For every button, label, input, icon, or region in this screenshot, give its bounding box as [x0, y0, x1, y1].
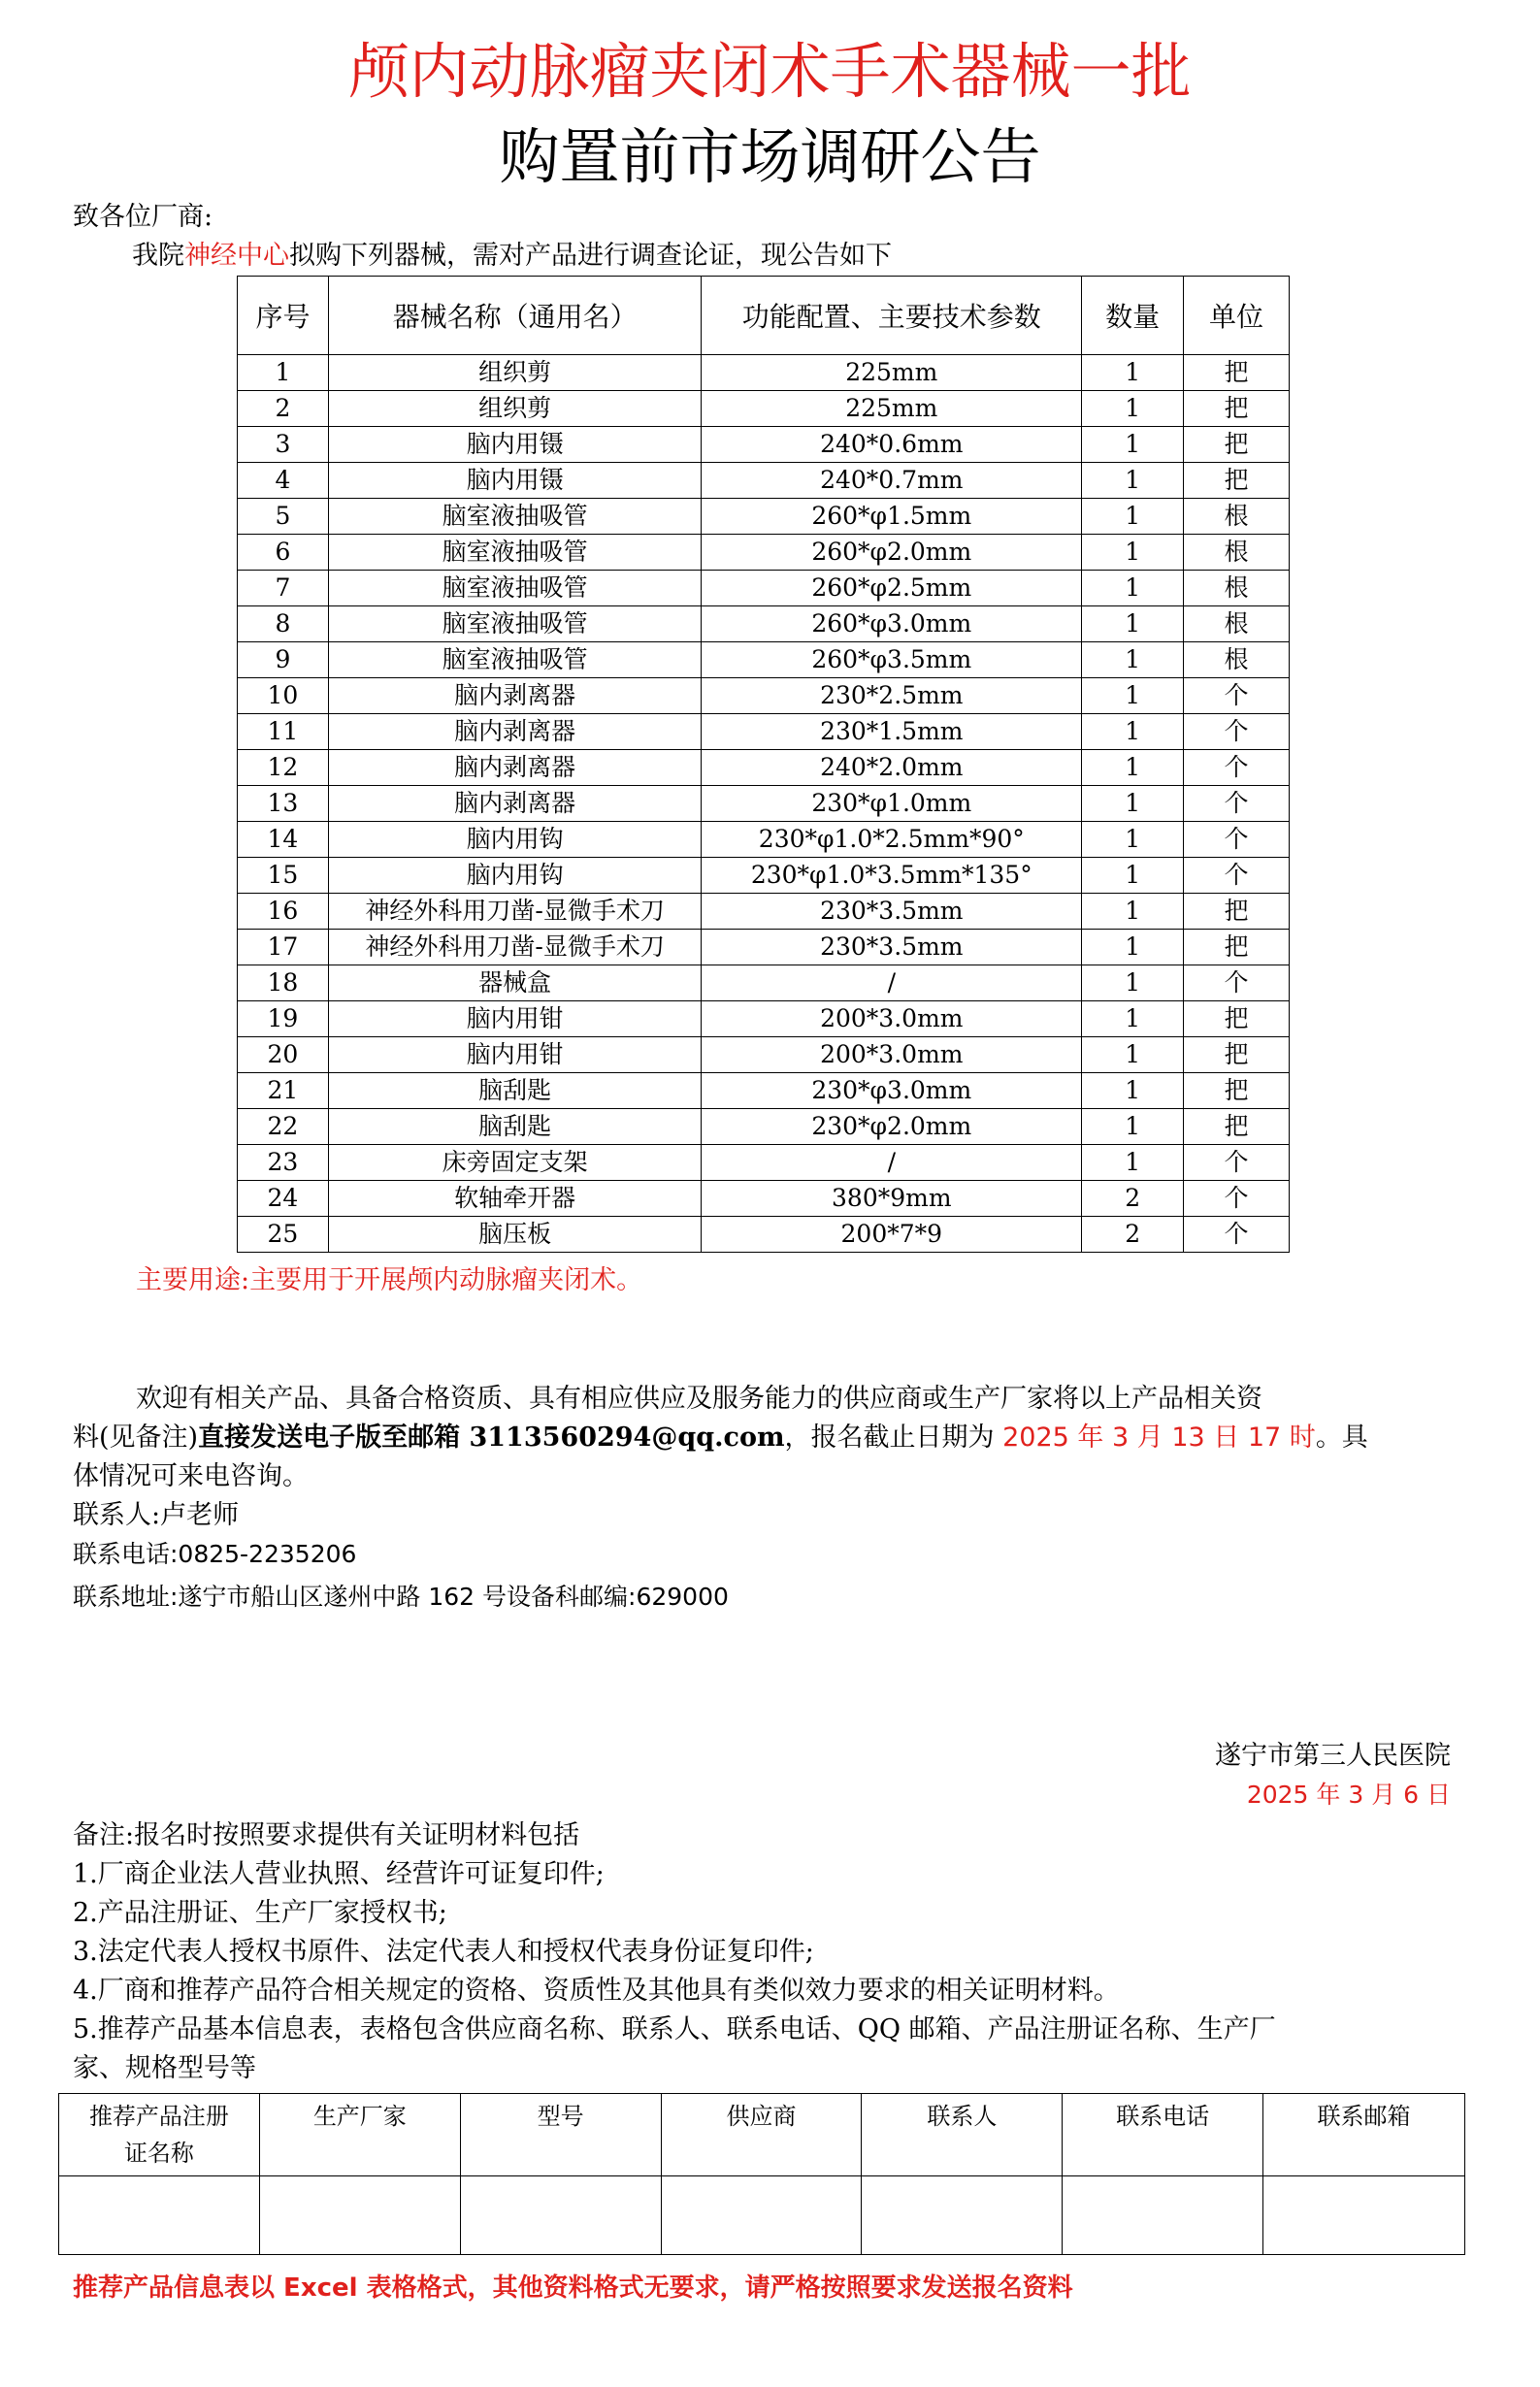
items-header-row	[238, 277, 1290, 355]
table-cell: 神经外科用刀凿-显微手术刀	[328, 930, 701, 965]
table-cell: 21	[238, 1073, 329, 1109]
table-cell: 根	[1184, 642, 1290, 678]
intro-dept: 神经中心	[184, 241, 289, 271]
table-cell: 脑压板	[328, 1217, 701, 1253]
table-cell: 组织剪	[328, 355, 701, 391]
table-row	[238, 427, 1290, 463]
table-cell: 个	[1184, 714, 1290, 750]
table-cell: 225mm	[702, 391, 1082, 427]
table-cell: 根	[1184, 535, 1290, 571]
table-cell: 260*φ2.5mm	[702, 571, 1082, 606]
table-cell: 14	[238, 822, 329, 858]
table-row	[238, 714, 1290, 750]
table-cell: 1	[1082, 1037, 1184, 1073]
table-cell: 脑内用镊	[328, 427, 701, 463]
table-cell: 脑内剥离器	[328, 750, 701, 786]
table-row	[238, 463, 1290, 499]
table-row	[238, 355, 1290, 391]
table-cell: 260*φ3.0mm	[702, 606, 1082, 642]
table-cell: 11	[238, 714, 329, 750]
items-header-cell: 序号	[238, 277, 329, 355]
salutation: 致各位厂商:	[73, 202, 213, 232]
intro-text	[132, 237, 892, 276]
table-cell: 15	[238, 858, 329, 894]
table-row	[238, 1073, 1290, 1109]
title-line1: 颅内动脉瘤夹闭术手术器械一批	[348, 36, 1192, 107]
table-cell: 1	[1082, 606, 1184, 642]
table-row	[238, 391, 1290, 427]
table-cell: 1	[1082, 714, 1184, 750]
table-row	[238, 894, 1290, 930]
table-cell: 把	[1184, 1109, 1290, 1145]
signature-date: 2025 年 3 月 6 日	[1246, 1781, 1451, 1809]
table-cell: 16	[238, 894, 329, 930]
form-empty-row	[59, 2176, 1465, 2255]
table-cell: 脑室液抽吸管	[328, 571, 701, 606]
table-cell: 1	[1082, 786, 1184, 822]
contact-phone: 联系电话:0825-2235206	[73, 1540, 357, 1568]
table-cell: 25	[238, 1217, 329, 1253]
table-cell: 1	[1082, 391, 1184, 427]
table-cell: 230*1.5mm	[702, 714, 1082, 750]
table-cell: 4	[238, 463, 329, 499]
table-cell: 脑内用钩	[328, 858, 701, 894]
table-row	[238, 1217, 1290, 1253]
table-cell: 组织剪	[328, 391, 701, 427]
intro-post: 拟购下列器械，需对产品进行调查论证，现公告如下	[289, 241, 892, 271]
table-cell: 脑内剥离器	[328, 678, 701, 714]
table-cell: 1	[1082, 642, 1184, 678]
product-info-form-table	[58, 2093, 1465, 2255]
table-cell: 260*φ3.5mm	[702, 642, 1082, 678]
table-cell: 床旁固定支架	[328, 1145, 701, 1181]
notes-item-2: 2.产品注册证、生产厂家授权书;	[73, 1898, 447, 1928]
table-cell: 把	[1184, 1001, 1290, 1037]
notes-heading: 备注:报名时按照要求提供有关证明材料包括	[73, 1820, 580, 1850]
table-row	[238, 1181, 1290, 1217]
welcome-line2	[73, 1419, 1368, 1457]
table-cell: 240*0.7mm	[702, 463, 1082, 499]
table-cell: 根	[1184, 606, 1290, 642]
items-body	[238, 355, 1290, 1253]
table-cell: 脑刮匙	[328, 1109, 701, 1145]
table-cell: 10	[238, 678, 329, 714]
table-cell: 2	[1082, 1217, 1184, 1253]
table-cell: 脑内用钩	[328, 822, 701, 858]
deadline: 2025 年 3 月 13 日 17 时	[1002, 1422, 1316, 1453]
table-cell: 1	[1082, 427, 1184, 463]
table-cell: 脑室液抽吸管	[328, 535, 701, 571]
welcome-line2-pre: 料(见备注)	[73, 1422, 199, 1453]
table-cell: 200*3.0mm	[702, 1001, 1082, 1037]
table-row	[238, 930, 1290, 965]
table-cell: 脑内用镊	[328, 463, 701, 499]
items-header-cell: 功能配置、主要技术参数	[702, 277, 1082, 355]
table-cell: 2	[238, 391, 329, 427]
table-cell: 个	[1184, 1217, 1290, 1253]
form-cell[interactable]	[862, 2176, 1063, 2255]
table-row	[238, 571, 1290, 606]
table-row	[238, 499, 1290, 535]
table-cell: 1	[1082, 1109, 1184, 1145]
table-cell: 把	[1184, 930, 1290, 965]
table-row	[238, 642, 1290, 678]
table-cell: 23	[238, 1145, 329, 1181]
table-row	[238, 786, 1290, 822]
table-cell: 200*7*9	[702, 1217, 1082, 1253]
table-cell: 225mm	[702, 355, 1082, 391]
table-cell: 22	[238, 1109, 329, 1145]
table-cell: 230*φ1.0*2.5mm*90°	[702, 822, 1082, 858]
notes-item-4: 4.厂商和推荐产品符合相关规定的资格、资质性及其他具有类似效力要求的相关证明材料。	[73, 1976, 1120, 2006]
table-cell: 脑室液抽吸管	[328, 642, 701, 678]
table-cell: 20	[238, 1037, 329, 1073]
table-cell: 9	[238, 642, 329, 678]
notes-item-1: 1.厂商企业法人营业执照、经营许可证复印件;	[73, 1859, 605, 1889]
table-cell: 19	[238, 1001, 329, 1037]
table-cell: 13	[238, 786, 329, 822]
table-cell: 个	[1184, 965, 1290, 1001]
items-header-cell: 器械名称（通用名）	[328, 277, 701, 355]
table-row	[238, 678, 1290, 714]
table-cell: 根	[1184, 499, 1290, 535]
notes-item-5: 5.推荐产品基本信息表，表格包含供应商名称、联系人、联系电话、QQ 邮箱、产品注册证名称、生产厂	[73, 2014, 1276, 2044]
table-cell: 7	[238, 571, 329, 606]
table-row	[238, 1037, 1290, 1073]
table-cell: 12	[238, 750, 329, 786]
table-cell: 1	[1082, 965, 1184, 1001]
table-cell: 个	[1184, 858, 1290, 894]
table-cell: /	[702, 965, 1082, 1001]
items-header-cell: 单位	[1184, 277, 1290, 355]
table-cell: 1	[238, 355, 329, 391]
table-cell: 个	[1184, 750, 1290, 786]
welcome-line3: 体情况可来电咨询。	[73, 1461, 309, 1491]
table-cell: 230*φ2.0mm	[702, 1109, 1082, 1145]
table-cell: 380*9mm	[702, 1181, 1082, 1217]
table-cell: 230*3.5mm	[702, 930, 1082, 965]
table-cell: 260*φ2.0mm	[702, 535, 1082, 571]
main-use: 主要用途:主要用于开展颅内动脉瘤夹闭术。	[136, 1265, 643, 1295]
table-cell: 230*3.5mm	[702, 894, 1082, 930]
contact-person: 联系人:卢老师	[73, 1500, 240, 1530]
signature-org: 遂宁市第三人民医院	[1215, 1741, 1451, 1771]
form-header-cell: 联系电话	[1063, 2094, 1263, 2176]
items-header-cell: 数量	[1082, 277, 1184, 355]
intro-pre: 我院	[132, 241, 184, 271]
table-cell: 个	[1184, 822, 1290, 858]
table-cell: 1	[1082, 822, 1184, 858]
table-row	[238, 965, 1290, 1001]
table-cell: 脑内剥离器	[328, 714, 701, 750]
table-cell: 1	[1082, 1145, 1184, 1181]
welcome-line2-post: 。具	[1315, 1422, 1368, 1453]
table-cell: 240*0.6mm	[702, 427, 1082, 463]
table-cell: 把	[1184, 1037, 1290, 1073]
table-cell: 脑内用钳	[328, 1037, 701, 1073]
contact-address: 联系地址:遂宁市船山区遂州中路 162 号设备科邮编:629000	[73, 1583, 729, 1611]
form-header-cell: 联系邮箱	[1263, 2094, 1465, 2176]
table-cell: 把	[1184, 427, 1290, 463]
form-header-cell: 型号	[460, 2094, 661, 2176]
table-cell: 1	[1082, 1001, 1184, 1037]
table-cell: 个	[1184, 678, 1290, 714]
table-cell: 把	[1184, 391, 1290, 427]
form-cell[interactable]	[1263, 2176, 1465, 2255]
table-cell: 230*2.5mm	[702, 678, 1082, 714]
form-cell[interactable]	[460, 2176, 661, 2255]
table-cell: 脑室液抽吸管	[328, 606, 701, 642]
form-cell[interactable]	[259, 2176, 460, 2255]
table-cell: 200*3.0mm	[702, 1037, 1082, 1073]
table-cell: 2	[1082, 1181, 1184, 1217]
table-row	[238, 1109, 1290, 1145]
table-cell: 根	[1184, 571, 1290, 606]
table-cell: 5	[238, 499, 329, 535]
title-line2: 购置前市场调研公告	[499, 121, 1041, 192]
form-cell[interactable]	[59, 2176, 260, 2255]
table-cell: 230*φ1.0mm	[702, 786, 1082, 822]
table-cell: 1	[1082, 750, 1184, 786]
table-cell: 1	[1082, 355, 1184, 391]
table-cell: 17	[238, 930, 329, 965]
table-row	[238, 606, 1290, 642]
table-cell: 器械盒	[328, 965, 701, 1001]
items-table	[237, 276, 1290, 1253]
table-cell: 神经外科用刀凿-显微手术刀	[328, 894, 701, 930]
table-cell: 软轴牵开器	[328, 1181, 701, 1217]
table-row	[238, 822, 1290, 858]
table-cell: 1	[1082, 678, 1184, 714]
form-header-cell: 供应商	[661, 2094, 862, 2176]
form-cell[interactable]	[661, 2176, 862, 2255]
table-cell: 脑内剥离器	[328, 786, 701, 822]
table-cell: 1	[1082, 571, 1184, 606]
table-cell: 把	[1184, 1073, 1290, 1109]
table-cell: 脑室液抽吸管	[328, 499, 701, 535]
table-cell: 个	[1184, 1181, 1290, 1217]
email-instruction: 直接发送电子版至邮箱 3113560294@qq.com	[198, 1422, 785, 1453]
table-cell: 18	[238, 965, 329, 1001]
table-cell: 260*φ1.5mm	[702, 499, 1082, 535]
table-cell: 1	[1082, 930, 1184, 965]
welcome-line2-mid: ，报名截止日期为	[784, 1422, 1003, 1453]
form-header-row	[59, 2094, 1465, 2176]
table-cell: 230*φ3.0mm	[702, 1073, 1082, 1109]
table-row	[238, 1145, 1290, 1181]
table-row	[238, 1001, 1290, 1037]
notes-item-5-cont: 家、规格型号等	[73, 2053, 256, 2083]
table-cell: 个	[1184, 1145, 1290, 1181]
table-row	[238, 750, 1290, 786]
table-cell: 1	[1082, 463, 1184, 499]
table-cell: 240*2.0mm	[702, 750, 1082, 786]
table-cell: 脑内用钳	[328, 1001, 701, 1037]
table-cell: 24	[238, 1181, 329, 1217]
table-cell: 脑刮匙	[328, 1073, 701, 1109]
table-row	[238, 535, 1290, 571]
footer-note: 推荐产品信息表以 Excel 表格格式，其他资料格式无要求，请严格按照要求发送报名资料	[73, 2273, 1073, 2303]
table-cell: 把	[1184, 355, 1290, 391]
form-header-cell: 推荐产品注册证名称	[59, 2094, 260, 2176]
table-cell: 1	[1082, 894, 1184, 930]
form-header-cell: 联系人	[862, 2094, 1063, 2176]
table-cell: 把	[1184, 463, 1290, 499]
table-cell: 8	[238, 606, 329, 642]
notes-item-3: 3.法定代表人授权书原件、法定代表人和授权代表身份证复印件;	[73, 1937, 814, 1967]
table-cell: 1	[1082, 499, 1184, 535]
table-cell: 230*φ1.0*3.5mm*135°	[702, 858, 1082, 894]
form-header-cell: 生产厂家	[259, 2094, 460, 2176]
table-cell: 1	[1082, 858, 1184, 894]
table-cell: 1	[1082, 1073, 1184, 1109]
table-cell: 把	[1184, 894, 1290, 930]
table-cell: 6	[238, 535, 329, 571]
table-cell: /	[702, 1145, 1082, 1181]
welcome-line1: 欢迎有相关产品、具备合格资质、具有相应供应及服务能力的供应商或生产厂家将以上产品相关资	[136, 1384, 1262, 1414]
table-cell: 3	[238, 427, 329, 463]
form-cell[interactable]	[1063, 2176, 1263, 2255]
table-cell: 1	[1082, 535, 1184, 571]
table-cell: 个	[1184, 786, 1290, 822]
table-row	[238, 858, 1290, 894]
